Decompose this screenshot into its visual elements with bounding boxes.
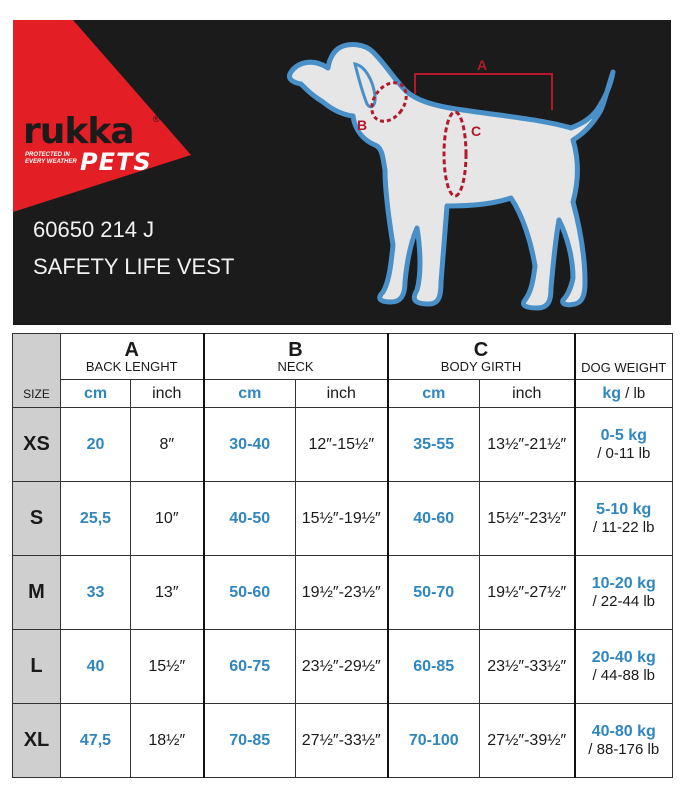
neck-cm-cell (204, 408, 296, 482)
size-chart-table (12, 333, 673, 778)
back-inch: 15½″ (148, 657, 186, 675)
neck-cm: 30-40 (229, 435, 271, 453)
girth-cm-cell (388, 408, 480, 482)
neck-inch-cell (296, 556, 388, 630)
weight-header (575, 334, 673, 380)
unit-inch-label: inch (326, 384, 356, 402)
back-inch-cell (131, 482, 204, 556)
unit-inch-label: inch (512, 384, 542, 402)
size-cell (13, 630, 61, 704)
back-cm: 33 (86, 583, 105, 601)
unit-a-inch (131, 380, 204, 408)
unit-weight (575, 380, 673, 408)
col-a-header (61, 334, 204, 380)
back-cm-cell (61, 630, 131, 704)
size-label: L (30, 655, 43, 677)
col-c-letter: C (473, 338, 489, 361)
size-header: SIZE (23, 387, 50, 401)
girth-inch: 27½″-39½″ (487, 731, 567, 749)
product-name: SAFETY LIFE VEST (33, 254, 235, 279)
back-inch-cell (131, 704, 204, 778)
unit-b-cm (204, 380, 296, 408)
neck-inch: 27½″-33½″ (301, 731, 381, 749)
unit-cm-label: cm (422, 384, 446, 402)
neck-cm: 60-75 (229, 657, 271, 675)
size-label: XL (23, 729, 50, 751)
table-row (13, 408, 673, 482)
col-b-header (204, 334, 388, 380)
neck-cm-cell (204, 556, 296, 630)
unit-c-cm (388, 380, 480, 408)
neck-inch-cell (296, 408, 388, 482)
back-inch: 18½″ (148, 731, 186, 749)
weight-lb: / 22-44 lb (592, 593, 656, 610)
back-inch-cell (131, 630, 204, 704)
girth-inch: 19½″-27½″ (487, 583, 567, 601)
col-c-title: BODY GIRTH (440, 358, 522, 374)
neck-inch-cell (296, 630, 388, 704)
back-cm: 25,5 (79, 509, 112, 527)
weight-kg: 0-5 kg (600, 427, 647, 444)
table-row (13, 482, 673, 556)
unit-c-inch (480, 380, 575, 408)
neck-cm: 40-50 (229, 509, 271, 527)
girth-cm: 40-60 (413, 509, 455, 527)
girth-cm-cell (388, 630, 480, 704)
neck-inch: 12″-15½″ (308, 435, 375, 453)
dog-measurement-diagram (283, 20, 671, 325)
neck-inch: 23½″-29½″ (301, 657, 381, 675)
back-cm-cell (61, 704, 131, 778)
neck-cm-cell (204, 482, 296, 556)
back-cm-cell (61, 408, 131, 482)
girth-inch: 23½″-33½″ (487, 657, 567, 675)
girth-inch-cell (480, 556, 575, 630)
unit-kg-label: kg (602, 384, 621, 402)
unit-lb-label: lb (633, 384, 646, 402)
back-cm: 40 (86, 657, 105, 675)
dog-silhouette (289, 45, 613, 308)
table-row (13, 556, 673, 630)
unit-cm-label: cm (83, 384, 108, 402)
back-inch-cell (131, 556, 204, 630)
neck-cm-cell (204, 704, 296, 778)
table-row (13, 704, 673, 778)
back-cm-cell (61, 482, 131, 556)
girth-inch-cell (480, 408, 575, 482)
weight-lb: / 11-22 lb (593, 519, 655, 536)
size-label: XS (23, 433, 50, 455)
product-code: 60650 214 J (33, 217, 155, 242)
neck-inch: 15½″-19½″ (301, 509, 381, 527)
size-cell (13, 408, 61, 482)
col-a-title: BACK LENGHT (85, 358, 178, 374)
logo-rukka-text: rukka (23, 111, 134, 152)
registered-mark: ® (153, 114, 160, 124)
girth-cm-cell (388, 704, 480, 778)
neck-cm: 50-60 (229, 583, 271, 601)
table-row (13, 630, 673, 704)
back-inch: 8″ (159, 435, 175, 453)
neck-inch-cell (296, 482, 388, 556)
col-b-title: NECK (277, 358, 314, 374)
header-row-units (13, 380, 673, 408)
weight-title: DOG WEIGHT (581, 360, 667, 375)
size-header-cell (13, 334, 61, 408)
girth-inch: 13½″-21½″ (487, 435, 567, 453)
unit-cm-label: cm (238, 384, 262, 402)
weight-kg: 5-10 kg (596, 501, 652, 518)
weight-lb: / 0-11 lb (597, 445, 651, 462)
weight-lb: / 44-88 lb (592, 667, 656, 684)
weight-cell (575, 556, 673, 630)
label-a: A (477, 57, 488, 73)
back-cm-cell (61, 556, 131, 630)
header-row-top (13, 334, 673, 380)
header-panel (13, 20, 671, 325)
neck-cm: 70-85 (229, 731, 271, 749)
girth-cm: 70-100 (408, 731, 459, 749)
girth-cm-cell (388, 556, 480, 630)
back-inch: 13″ (155, 583, 179, 601)
logo-pets-text: PETS (80, 148, 152, 176)
weight-kg: 10-20 kg (591, 575, 656, 592)
girth-inch-cell (480, 482, 575, 556)
size-cell (13, 556, 61, 630)
unit-separator: / (620, 384, 634, 402)
label-b: B (357, 117, 368, 133)
weight-lb: / 88-176 lb (588, 741, 660, 758)
back-cm: 20 (86, 435, 105, 453)
weight-kg: 40-80 kg (591, 723, 656, 740)
weight-cell (575, 704, 673, 778)
girth-cm: 60-85 (413, 657, 455, 675)
size-label: M (28, 581, 45, 603)
col-c-header (388, 334, 575, 380)
neck-inch-cell (296, 704, 388, 778)
col-a-letter: A (124, 338, 139, 361)
label-c: C (471, 123, 482, 139)
rukka-pets-logo (23, 111, 160, 176)
weight-kg: 20-40 kg (591, 649, 656, 666)
unit-b-inch (296, 380, 388, 408)
girth-inch-cell (480, 704, 575, 778)
col-b-letter: B (288, 338, 303, 361)
girth-cm-cell (388, 482, 480, 556)
girth-inch: 15½″-23½″ (487, 509, 567, 527)
back-inch-cell (131, 408, 204, 482)
unit-a-cm (61, 380, 131, 408)
size-cell (13, 482, 61, 556)
back-inch: 10″ (155, 509, 179, 527)
weight-cell (575, 408, 673, 482)
size-label: S (29, 507, 44, 529)
size-cell (13, 704, 61, 778)
girth-cm: 50-70 (413, 583, 455, 601)
neck-cm-cell (204, 630, 296, 704)
logo-tagline: PROTECTED IN EVERY WEATHER (25, 152, 77, 165)
girth-cm: 35-55 (413, 435, 455, 453)
unit-inch-label: inch (152, 384, 182, 402)
weight-cell (575, 482, 673, 556)
weight-cell (575, 630, 673, 704)
back-cm: 47,5 (79, 731, 112, 749)
neck-inch: 19½″-23½″ (301, 583, 381, 601)
girth-inch-cell (480, 630, 575, 704)
